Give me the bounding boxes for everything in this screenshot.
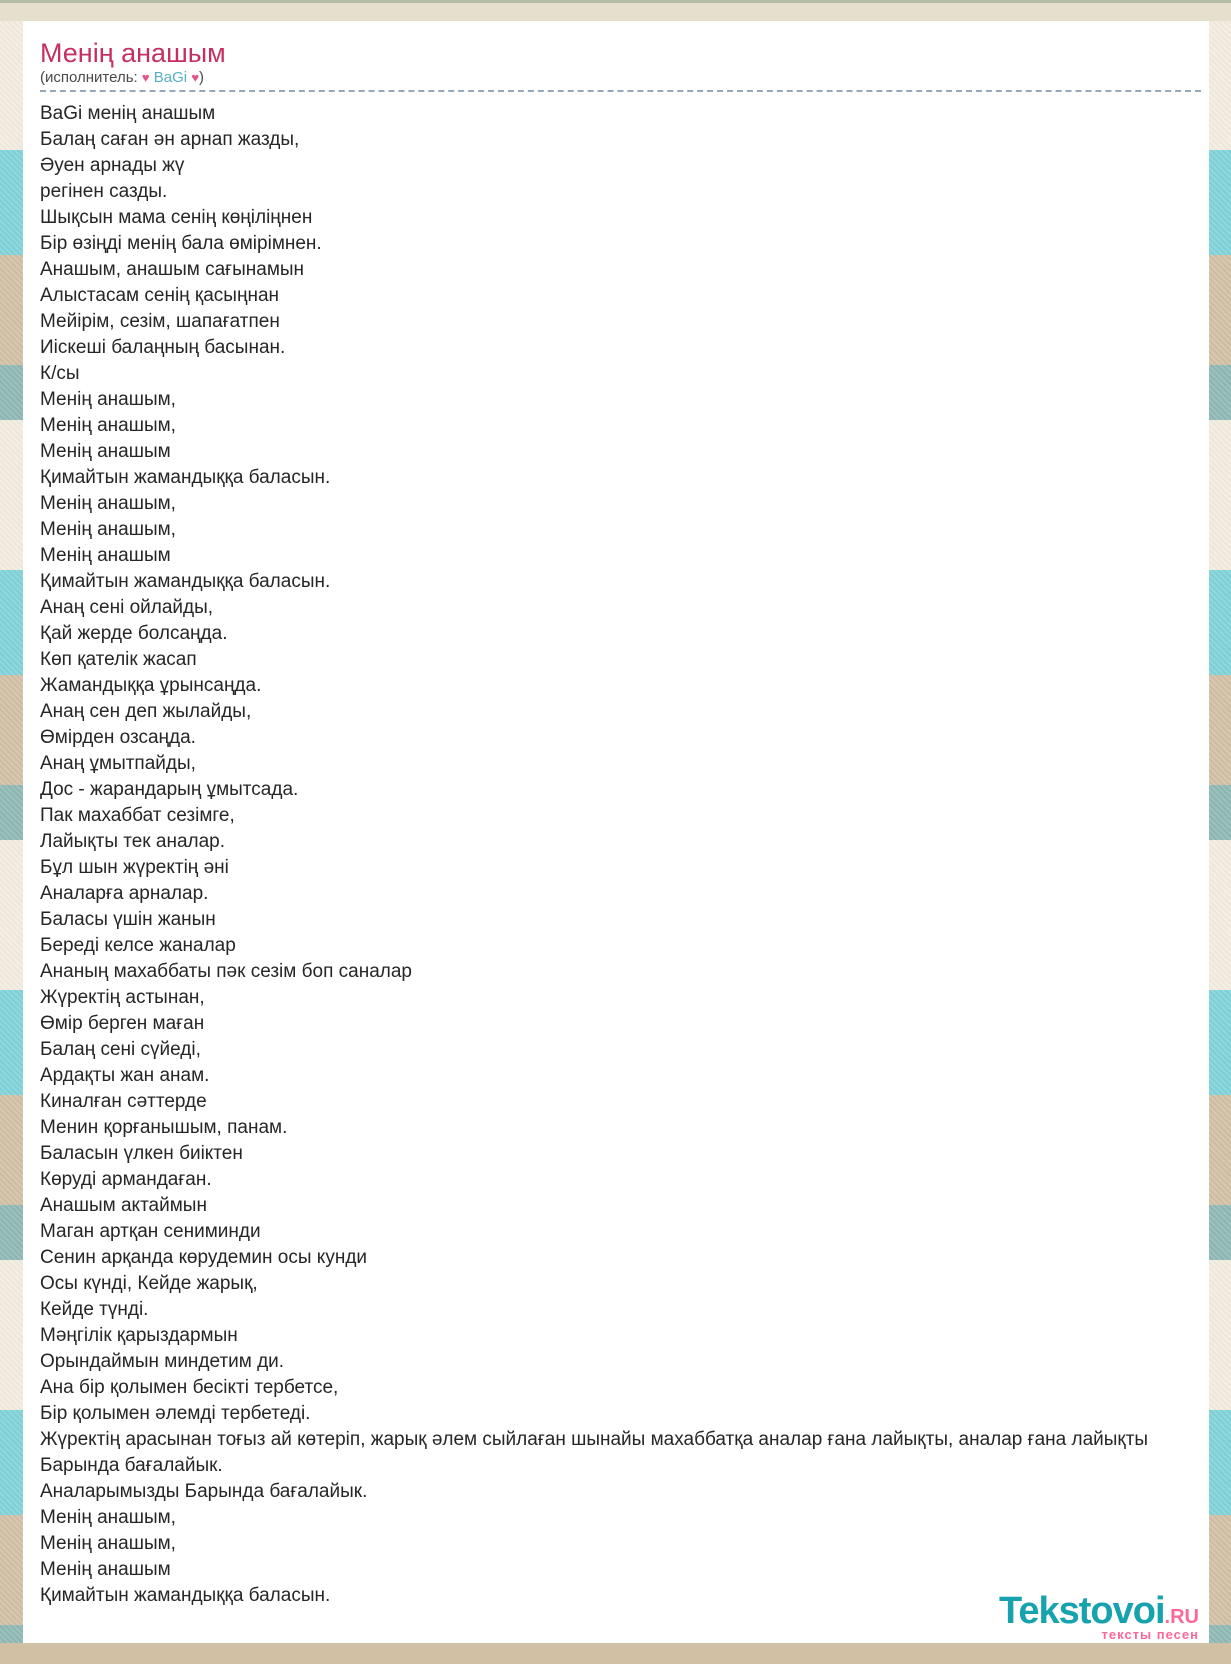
lyric-line: Бір өзіңді менің бала өмірімнен. [40,233,322,254]
lyric-line: Аналарымызды Барында бағалайык. [40,1481,368,1502]
lyric-line: Шықсын мама сенің көңіліңнен [40,207,313,228]
lyric-line: Менің анашым, [40,1507,176,1528]
lyric-line: Жүректің астынан, [40,987,205,1008]
site-logo-tagline: тексты песен [1101,1627,1199,1642]
lyric-line: Көруді армандаған. [40,1169,212,1190]
lyric-line: Жамандыққа ұрынсаңда. [40,675,262,696]
lyric-line: Алыстасам сенің қасыңнан [40,285,280,306]
lyric-line: Анаң сен деп жылайды, [40,701,252,722]
lyric-line: Бұл шын жүректің әні [40,857,229,878]
lyric-line: К/сы [40,363,80,384]
lyric-line: Менің анашым, [40,415,176,436]
lyric-line: регінен сазды. [40,181,168,202]
lyric-line: Балаң саған ән арнап жазды, [40,129,300,150]
lyric-line: Менің анашым, [40,493,176,514]
lyric-line: Орындаймын миндетим ди. [40,1351,285,1372]
lyric-line: Барында бағалайык. [40,1455,223,1476]
artist-line [40,68,1209,88]
lyric-line: Лайықты тек аналар. [40,831,226,852]
lyrics-card [23,21,1209,1643]
lyric-line: Ана бір қолымен бесікті тербетсе, [40,1377,339,1398]
artist-suffix-label: ) [199,69,205,86]
lyric-line: Дос - жарандарың ұмытсада. [40,779,299,800]
lyric-line: Балаң сені сүйеді, [40,1039,201,1060]
lyric-line: Менің анашым [40,1559,171,1580]
lyric-line: Қай жерде болсаңда. [40,623,228,644]
lyric-line: Сенин арқанда көрудемин осы кунди [40,1247,368,1268]
bottom-background-strip [0,1643,1231,1664]
lyric-line: Мейірім, сезім, шапағатпен [40,311,280,332]
lyric-line: Менің анашым [40,545,171,566]
lyric-line: Анашым актаймын [40,1195,207,1216]
site-logo-domain: .RU [1164,1606,1199,1628]
lyric-line: Қимайтын жамандыққа баласын. [40,571,331,592]
lyric-line: Киналған сәттерде [40,1091,207,1112]
lyric-line: Маган артқан сениминди [40,1221,261,1242]
lyric-line: Менің анашым, [40,519,176,540]
lyric-line: BaGi менің анашым [40,103,216,124]
lyric-line: Менің анашым, [40,1533,176,1554]
artist-link[interactable]: BaGi [153,69,188,86]
lyric-line: Менин қорғанышым, панам. [40,1117,288,1138]
lyric-line: Өмір берген маған [40,1013,205,1034]
lyric-line: Анашым, анашым сағынамын [40,259,305,280]
lyric-line: Өмірден озсаңда. [40,727,196,748]
lyric-line: Кейде түнді. [40,1299,149,1320]
lyric-line: Анаң сені ойлайды, [40,597,214,618]
lyric-line: Бір қолымен әлемді тербетеді. [40,1403,311,1424]
artist-prefix-label: (исполнитель: [40,69,138,86]
lyric-line: Көп қателік жасап [40,649,197,670]
lyric-line: Осы күнді, Кейде жарық, [40,1273,258,1294]
lyrics-text [40,101,1209,1609]
lyric-line: Береді келсе жаналар [40,935,236,956]
lyric-line: Әуен арнады жү [40,155,185,176]
lyric-line: Иіскеші балаңның басынан. [40,337,286,358]
lyric-line: Жүректің арасынан тоғыз ай көтеріп, жарық әлем сыйлаған шынайы махаббатқа аналар ғана лайықты, аналар ғана лайықты [40,1429,1149,1450]
lyric-line: Қимайтын жамандыққа баласын. [40,1585,331,1606]
lyric-line: Қимайтын жамандыққа баласын. [40,467,331,488]
lyric-line: Аналарға арналар. [40,883,209,904]
dashed-separator [40,90,1201,92]
lyric-line: Баласы үшін жанын [40,909,216,930]
page-title: Менің анашым [40,38,226,68]
heart-icon: ♥ [191,70,200,85]
lyric-line: Анаң ұмытпайды, [40,753,196,774]
lyric-line: Баласын үлкен биіктен [40,1143,243,1164]
heart-icon: ♥ [141,70,150,85]
lyric-line: Мәңгілік қарыздармын [40,1325,238,1346]
lyric-line: Ардақты жан анам. [40,1065,210,1086]
lyric-line: Менің анашым [40,441,171,462]
lyric-line: Ананың махаббаты пәк сезім боп саналар [40,961,412,982]
site-logo[interactable] [999,1592,1199,1641]
lyric-line: Менің анашым, [40,389,176,410]
lyric-line: Пак махаббат сезімге, [40,805,235,826]
site-logo-name: Tekstovoi [998,1590,1165,1632]
top-background-strip [0,3,1231,21]
